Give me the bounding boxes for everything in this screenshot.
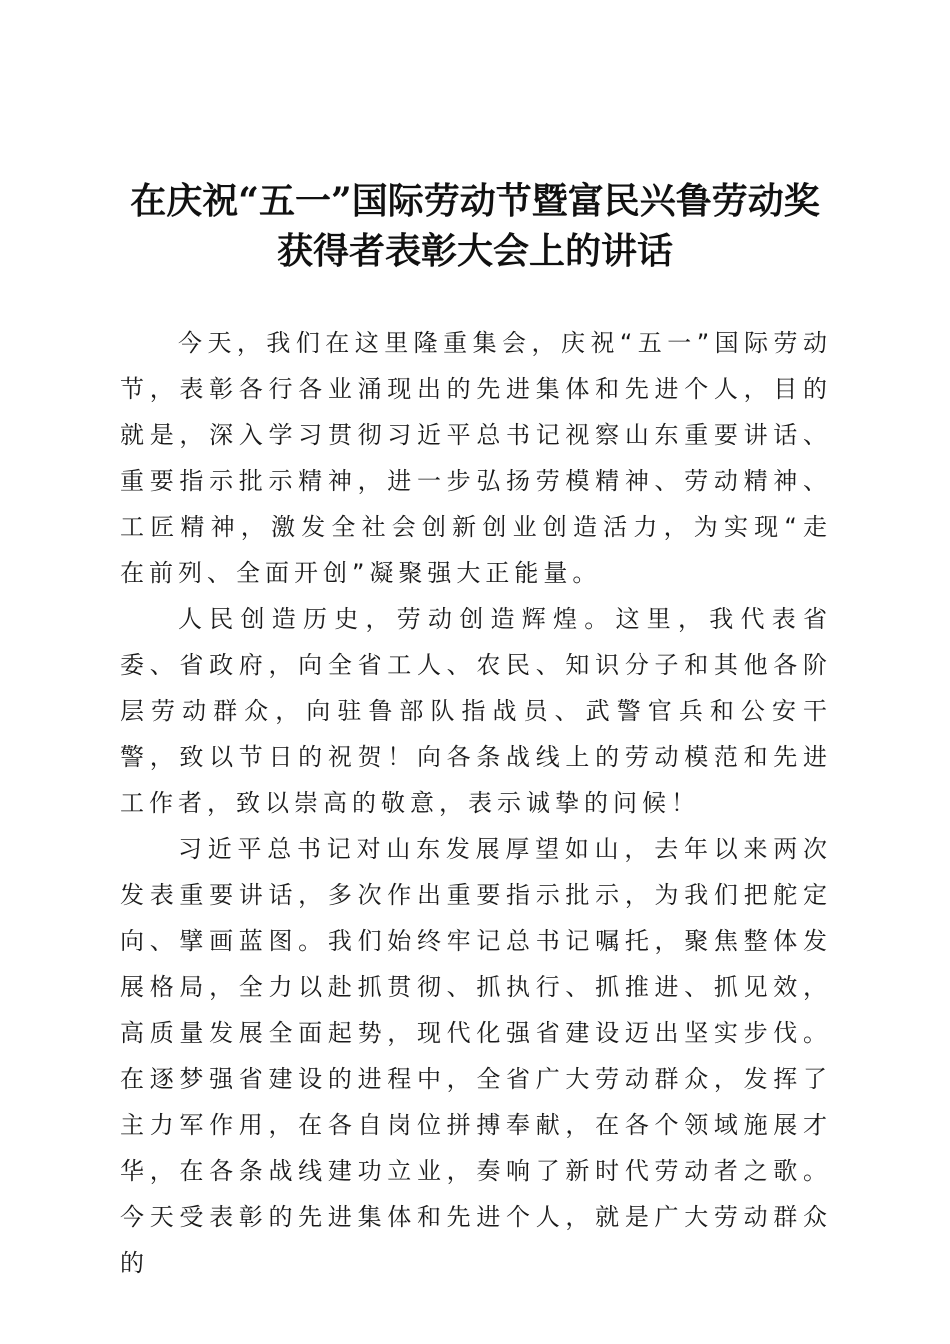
title-line-1: 在庆祝“五一”国际劳动节暨富民兴鲁劳动奖 <box>130 180 820 222</box>
paragraph-3: 习近平总书记对山东发展厚望如山，去年以来两次发表重要讲话，多次作出重要指示批示，为我们把舵定向、擘画蓝图。我们始终牢记总书记嘱托，聚焦整体发展格局，全力以赴抓贯彻、抓执行、抓推进、抓见效，高质量发展全面起势，现代化强省建设迈出坚实步伐。在逐梦强省建设的进程中，全省广大劳动群众，发挥了主力军作用，在各自岗位拼搏奉献，在各个领域施展才华，在各条战线建功立业，奏响了新时代劳动者之歌。今天受表彰的先进集体和先进个人，就是广大劳动群众的 <box>120 835 832 1277</box>
title-line-2: 获得者表彰大会上的讲话 <box>276 230 673 272</box>
document-title <box>110 176 840 276</box>
paragraph-2: 人民创造历史，劳动创造辉煌。这里，我代表省委、省政府，向全省工人、农民、知识分子和其他各阶层劳动群众，向驻鲁部队指战员、武警官兵和公安干警，致以节日的祝贺！向各条战线上的劳动模范和先进工作者，致以崇高的敬意，表示诚挚的问候！ <box>120 605 832 817</box>
document-body <box>120 320 832 1286</box>
paragraph-1: 今天，我们在这里隆重集会，庆祝“五一”国际劳动节，表彰各行各业涌现出的先进集体和先进个人，目的就是，深入学习贯彻习近平总书记视察山东重要讲话、重要指示批示精神，进一步弘扬劳模精神、劳动精神、工匠精神，激发全社会创新创业创造活力，为实现“走在前列、全面开创”凝聚强大正能量。 <box>120 329 832 587</box>
